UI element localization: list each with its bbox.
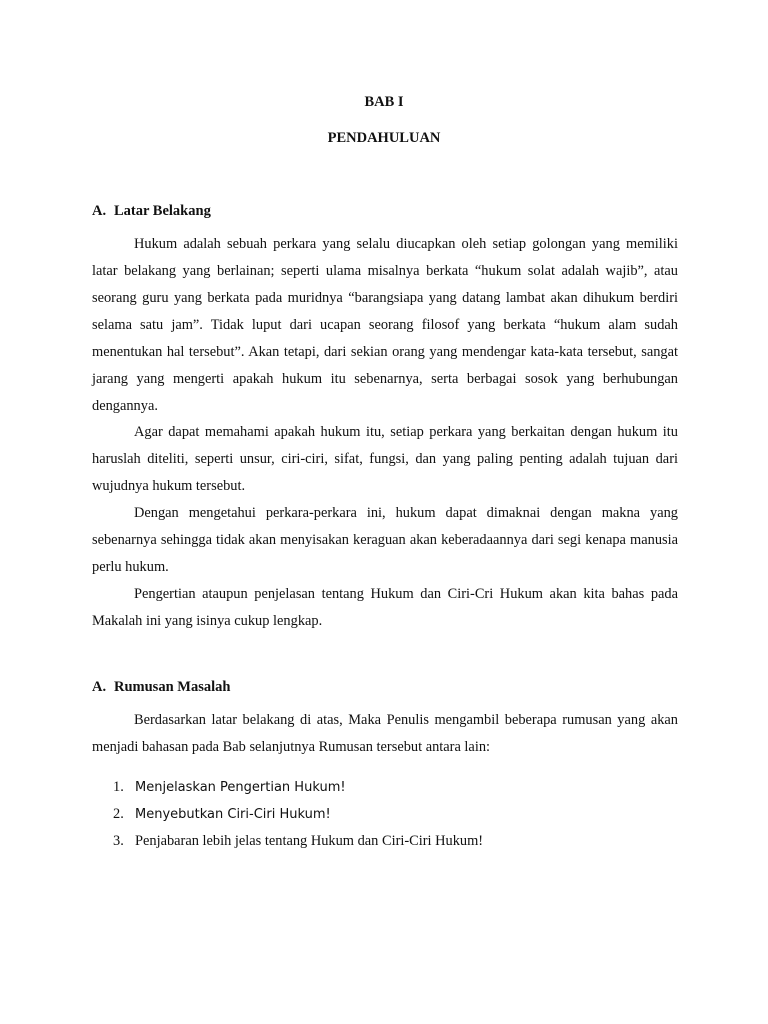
paragraph-rumusan: Berdasarkan latar belakang di atas, Maka Penulis mengambil beberapa rumusan yang akan menjadi bahasan pada Bab selanjutnya Rumusan tersebut antara lain: — [92, 712, 678, 755]
section-title: Rumusan Masalah — [114, 679, 231, 695]
section-heading-latar-belakang — [92, 203, 211, 220]
section-letter: A. — [92, 203, 107, 219]
list-number: 3. — [113, 833, 124, 849]
paragraph-1: Hukum adalah sebuah perkara yang selalu diucapkan oleh setiap golongan yang memiliki latar belakang yang berlainan; seperti ulama misalnya berkata “hukum solat adalah wajib”, atau seorang guru yang berkata pada muridnya “barangsiapa yang datang lambat akan dihukum berdiri selama satu jam”. Tidak luput dari ucapan seorang filosof yang berkata “hukum alam sudah menentukan hal tersebut”. Akan tetapi, dari sekian orang yang mendengar kata-kata tersebut, sangat jarang yang mengerti apakah hukum itu sebenarnya, serta berbagai sosok yang berhubungan dengannya. — [92, 236, 678, 414]
section-heading-rumusan-masalah — [92, 679, 230, 696]
paragraph-3: Dengan mengetahui perkara-perkara ini, hukum dapat dimaknai dengan makna yang sebenarnya sehingga tidak akan menyisakan keraguan akan keberadaannya dari segi kenapa manusia perlu hukum. — [92, 505, 678, 575]
list-item — [113, 801, 673, 828]
chapter-number: BAB I — [364, 94, 404, 110]
paragraph-4: Pengertian ataupun penjelasan tentang Hukum dan Ciri-Cri Hukum akan kita bahas pada Makalah ini yang isinya cukup lengkap. — [92, 586, 678, 629]
rumusan-list — [113, 774, 673, 855]
list-item — [113, 774, 673, 801]
list-number: 2. — [113, 806, 124, 822]
list-text: Menyebutkan Ciri-Ciri Hukum! — [135, 807, 331, 822]
list-text: Penjabaran lebih jelas tentang Hukum dan Ciri-Ciri Hukum! — [135, 833, 484, 849]
list-text: Menjelaskan Pengertian Hukum! — [135, 780, 346, 795]
list-number: 1. — [113, 779, 124, 795]
paragraph-2: Agar dapat memahami apakah hukum itu, setiap perkara yang berkaitan dengan hukum itu haruslah diteliti, seperti unsur, ciri-ciri, sifat, fungsi, dan yang paling penting adalah tujuan dari wujudnya hukum tersebut. — [92, 424, 678, 494]
section-letter: A. — [92, 679, 107, 695]
chapter-title: PENDAHULUAN — [327, 130, 441, 146]
section-title: Latar Belakang — [114, 203, 211, 219]
list-item — [113, 828, 673, 855]
